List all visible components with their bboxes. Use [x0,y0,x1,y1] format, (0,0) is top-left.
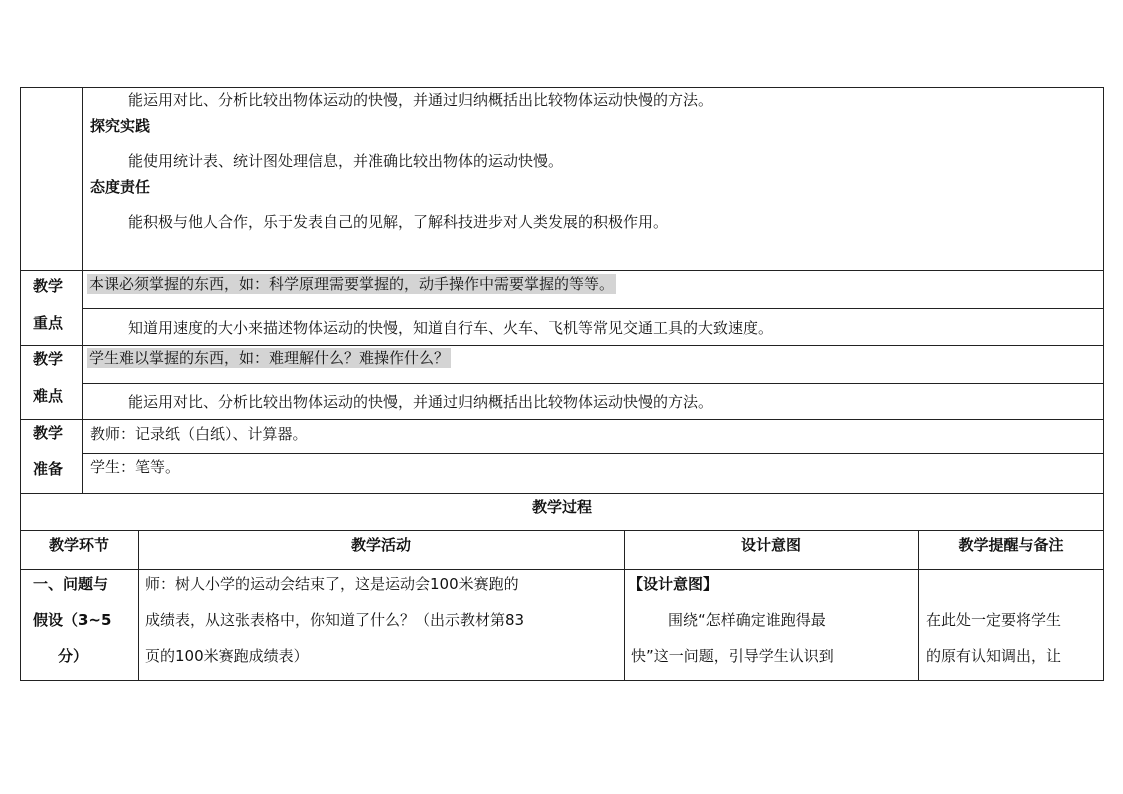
row-divider [20,419,1104,420]
section-heading: 探究实践 [90,117,151,135]
row-label: 教学 [33,350,64,368]
row-divider [20,345,1104,346]
teacher-materials: 教师：记录纸（白纸）、计算器。 [90,425,308,443]
row-divider [20,493,1104,494]
notes-text: 在此处一定要将学生 [926,611,1062,629]
row-label: 难点 [33,387,64,405]
row-label: 教学 [33,277,64,295]
row-divider [20,569,1104,570]
column-divider [82,87,83,493]
column-header: 教学提醒与备注 [958,536,1064,554]
activity-text: 成绩表，从这张表格中，你知道了什么？（出示教材第83 [145,611,525,629]
notes-text: 的原有认知调出，让 [926,647,1062,665]
hint-text: 学生难以掌握的东西，如：难理解什么？难操作什么？ [89,349,450,367]
objective-text: 能运用对比、分析比较出物体运动的快慢，并通过归纳概括出比较物体运动快慢的方法。 [128,91,714,109]
objective-text: 能使用统计表、统计图处理信息，并准确比较出物体的运动快慢。 [128,152,564,170]
intent-title: 【设计意图】 [628,575,719,593]
row-divider [82,453,1104,454]
activity-text: 页的100米赛跑成绩表） [145,647,309,665]
column-header: 教学活动 [350,536,411,554]
row-divider [82,308,1104,309]
process-title: 教学过程 [531,498,592,516]
stage-text: 假设（3~5 [33,611,112,629]
row-divider [82,383,1104,384]
objective-text: 能积极与他人合作，乐于发表自己的见解，了解科技进步对人类发展的积极作用。 [128,213,669,231]
row-label: 教学 [33,424,64,442]
row-divider [20,270,1104,271]
intent-text: 围绕“怎样确定谁跑得最 [668,611,826,629]
activity-text: 师：树人小学的运动会结束了，这是运动会100米赛跑的 [145,575,519,593]
row-label: 重点 [33,314,64,332]
difficulty-text: 能运用对比、分析比较出物体运动的快慢，并通过归纳概括出比较物体运动快慢的方法。 [128,393,714,411]
row-label: 准备 [33,460,64,478]
row-divider [20,530,1104,531]
intent-text: 快”这一问题，引导学生认识到 [631,647,834,665]
column-header: 设计意图 [740,536,801,554]
stage-text: 一、问题与 [33,575,109,593]
column-header: 教学环节 [48,536,109,554]
stage-text: 分） [58,647,89,665]
section-heading: 态度责任 [90,178,151,196]
student-materials: 学生：笔等。 [90,458,181,476]
key-point-text: 知道用速度的大小来描述物体运动的快慢，知道自行车、火车、飞机等常见交通工具的大致速度。 [128,319,774,337]
hint-text: 本课必须掌握的东西，如：科学原理需要掌握的，动手操作中需要掌握的等等。 [89,275,615,293]
